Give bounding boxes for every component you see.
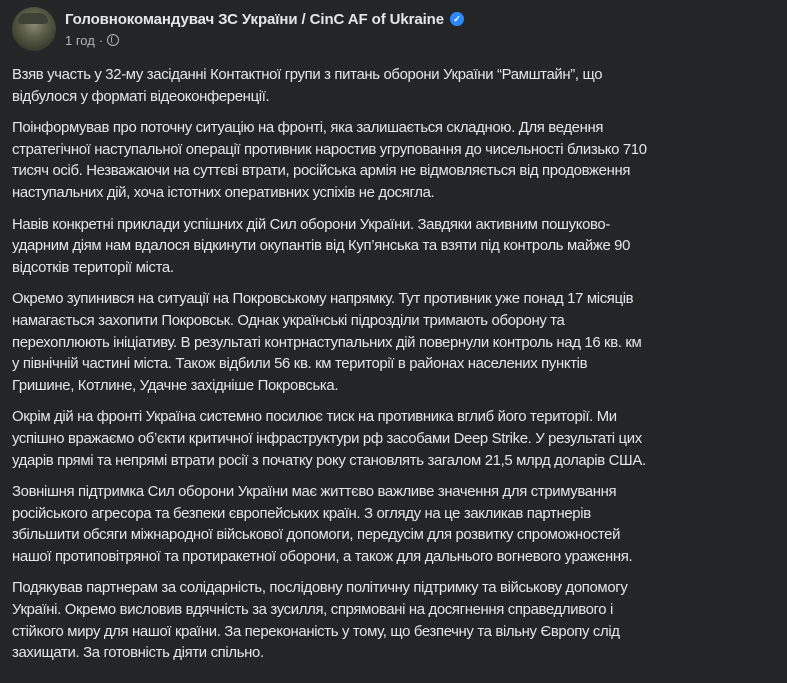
text-line: Окрім дій на фронті Україна системно посилює тиск на противника вглиб його території. Ми — [12, 408, 617, 426]
post-paragraph — [12, 64, 782, 107]
post-paragraph — [12, 577, 782, 663]
text-line: стратегічної наступальної операції противник наростив угруповання до чисельності близько 710 — [12, 140, 647, 158]
text-line: Зовнішня підтримка Сил оборони України має життєво важливе значення для стримування — [12, 483, 617, 501]
post-paragraph — [12, 214, 782, 279]
separator: · — [98, 32, 104, 48]
text-line: нашої протиповітряної та протиракетної оборони, а також для дальнього вогневого ураження. — [12, 547, 633, 565]
text-line: стійкого миру для нашої країни. За переконаність у тому, що безпечну та вільну Європу слід — [12, 622, 620, 640]
text-line: Окремо зупинився на ситуації на Покровському напрямку. Тут противник уже понад 17 місяців — [12, 290, 634, 308]
text-line: ударів прямі та непрямі втрати росії з початку року становлять загалом 21,5 млрд доларів США. — [12, 451, 646, 469]
globe-icon[interactable] — [107, 34, 119, 46]
text-line: успішно вражаємо об’єкти критичної інфраструктури рф засобами Deep Strike. У результаті цих — [12, 429, 642, 447]
text-line: ударним діям нам вдалося відкинути окупантів від Куп’янська та взяти під контроль майже 90 — [12, 237, 631, 255]
text-line: збільшити обсяги міжнародної військової допомоги, передусім для розвитку спроможностей — [12, 526, 621, 544]
verified-badge-icon: ✓ — [450, 12, 464, 26]
text-line: наступальних дій, хоча істотних оперативних успіхів не досягла. — [12, 183, 435, 201]
post-time[interactable]: 1 год — [65, 32, 95, 48]
post-subtitle — [65, 33, 464, 48]
post-paragraph — [12, 288, 782, 396]
post-paragraph — [12, 481, 782, 567]
text-line: перехоплюють ініціативу. В результаті контрнаступальних дій повернули контроль над 16 кв. км — [12, 333, 642, 351]
post-paragraph — [12, 406, 782, 471]
text-line: захищати. За готовність діяти спільно. — [12, 644, 264, 662]
post-paragraph — [12, 117, 782, 203]
avatar[interactable] — [12, 7, 56, 51]
text-line: намагається захопити Покровськ. Однак українські підрозділи тримають оборону та — [12, 311, 565, 329]
text-line: відбулося у форматі відеоконференції. — [12, 87, 270, 105]
post-meta — [65, 11, 464, 48]
text-line: у північній частині міста. Також відбили 56 кв. км території в районах населених пунктів — [12, 355, 588, 373]
text-line: Україні. Окремо висловив вдячність за зусилля, спрямовані на досягнення справедливого і — [12, 601, 614, 619]
text-line: тисяч осіб. Незважаючи на суттєві втрати, російська армія не відмовляється від продовження — [12, 162, 631, 180]
author-row — [65, 11, 464, 28]
text-line: відсотків території міста. — [12, 258, 174, 276]
text-line: Поінформував про поточну ситуацію на фронті, яка залишається складною. Для ведення — [12, 119, 604, 137]
text-line: Навів конкретні приклади успішних дій Сил оборони України. Завдяки активним пошуково- — [12, 215, 610, 233]
text-line: російського агресора та безпеки європейських країн. З огляду на це закликав партнерів — [12, 504, 591, 522]
text-line: Гришине, Котлине, Удачне західніше Покровська. — [12, 376, 339, 394]
text-line: Подякував партнерам за солідарність, послідовну політичну підтримку та військову допомогу — [12, 579, 628, 597]
author-name[interactable]: Головнокомандувач ЗС України / CinC AF of Ukraine — [65, 10, 444, 28]
post-header — [12, 5, 464, 53]
text-line: Взяв участь у 32-му засіданні Контактної групи з питань оборони України “Рамштайн”, що — [12, 66, 603, 83]
post-text — [12, 64, 782, 674]
